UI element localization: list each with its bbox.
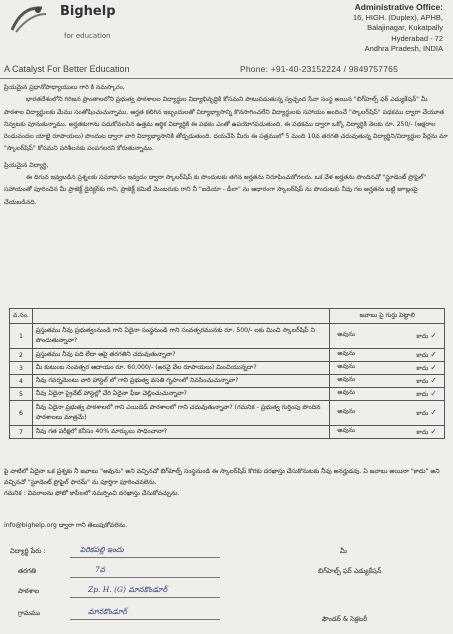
row-question: నీవు గత పరీక్షలో కనీసం 40% మార్కులు సాధించావా? (32, 426, 330, 439)
bighelp-logo-icon (8, 4, 50, 36)
no-option[interactable]: కాదు ✓ (416, 408, 437, 417)
row-answer (330, 426, 445, 439)
row-answer (330, 401, 445, 426)
table-row (10, 362, 445, 375)
row-number: 2 (10, 349, 33, 362)
no-option[interactable]: కాదు ✓ (416, 331, 437, 340)
checkmark-icon: ✓ (430, 363, 437, 372)
name-underline (70, 557, 220, 558)
yes-option[interactable]: అవును (337, 408, 356, 415)
paragraph-intro: భారతదేశంలోని గిరిజన ప్రాంతాలలోని ప్రభుత్వ పాఠశాలల విద్యార్థుల విద్యాభివృద్ధికి కోసమని పాటుపడుతున్న స్వచ్ఛంద సేవా సంస్థ అయిన "బిగ్‌హెల్ప్ ఫర్ ఎడ్యుకేషన్" మీ పాఠశాల విద్యార్థులకు మేము సంతోషించుచున్నాము. అర్హత కలిగిన ఇబ్బందులతో విద్యాభ్యాసాన్ని కొనసాగించలేని విద్యార్థులకు సహాయం అందించే "స్కాలర్‌షిప్" పథకము ద్వారా చేయూత నివ్వటకు పూనుకున్నాము. అర్హతకుగాను పదుకోవలసిన ఉత్తమ ఆర్థిక విద్యార్థికి ఈ పథకం ఎంతో ఉపయోగపడుతుంది. ఈ పథకము ద్వారా ఒక్కో విద్యార్థికి నెలకు రూ. 250/- (అక్షరాల రెండువందల యాభై రూపాయలు) పొందుట ద్వారా వారి విద్యాభ్యాసానికి తోడ్పడుతుంది. దయచేసి మీరు ఈ పత్రములో 5 మంది 10వ తరగతి చదువుతున్న విద్యార్థిని/విద్యార్థుల పేర్లను మా "స్కాలర్‌షిప్" కోసమని పరిశీలనకు పంపగలరని కోరుతున్నాము. (4, 96, 448, 153)
row-number: 7 (10, 426, 33, 439)
table-row (10, 388, 445, 401)
yes-option[interactable]: అవును (337, 331, 356, 338)
row-answer (330, 362, 445, 375)
school-label: పాఠశాల (18, 587, 40, 595)
no-option[interactable]: కాదు ✓ (416, 389, 437, 398)
table-header (10, 309, 445, 324)
row-answer (330, 324, 445, 349)
logo (8, 4, 178, 44)
no-option[interactable]: కాదు ✓ (416, 376, 437, 385)
yes-option[interactable]: అవును (337, 427, 356, 434)
yes-option[interactable]: అవును (337, 389, 356, 396)
name-value[interactable]: పెరికపల్లి ఇందు (80, 545, 124, 554)
row-question: నీవు ఏదైనా ప్రైవేట్ హాస్టల్లో చేరి ఏదైనా ఫీజు చెల్లించుచున్నావా? (32, 388, 330, 401)
checkmark-icon: ✓ (430, 331, 437, 340)
table-row (10, 349, 445, 362)
row-number: 1 (10, 324, 33, 349)
row-question: ప్రస్తుతము నీవు పది లేదా ఆపై తరగతిని చదువుతున్నావా? (32, 349, 330, 362)
col-answer-header: జవాబు పై గుర్తు పెట్టాలి (330, 309, 445, 324)
row-answer (330, 349, 445, 362)
greeting-headmaster: ప్రియమైన ప్రధానోపాధ్యాయులు గారి కి నమస్కారం, (4, 84, 125, 91)
village-label: గ్రామము (18, 609, 41, 617)
brand-sub: for education (64, 32, 111, 40)
name-label: విద్యార్థి పేరు : (10, 547, 46, 555)
row-number: 5 (10, 388, 33, 401)
row-number: 3 (10, 362, 33, 375)
row-number: 4 (10, 375, 33, 388)
col-question-header (32, 309, 330, 324)
letterhead (0, 0, 453, 78)
class-underline (70, 577, 220, 578)
signature-founder: ఫౌండర్ & సెక్రటరీ (322, 615, 368, 623)
village-underline (70, 619, 220, 620)
school-underline (70, 597, 220, 598)
class-label: తరగతి (18, 567, 37, 575)
table-row (10, 426, 445, 439)
no-option[interactable]: కాదు ✓ (416, 427, 437, 436)
note-important: గమనిక : వివరాలను ఫోటో కాపీలలో సమర్పించి దరఖాస్తు చేసుకోవచ్చును. (4, 490, 180, 497)
table-row (10, 401, 445, 426)
yes-option[interactable]: అవును (337, 363, 356, 370)
checkmark-icon: ✓ (430, 389, 437, 398)
col-no-header: వ.సం. (10, 309, 33, 324)
letter-body (4, 82, 449, 209)
checkmark-icon: ✓ (430, 408, 437, 417)
greeting-student: ప్రియమైన విద్యార్థి, (4, 161, 49, 169)
table-row (10, 375, 445, 388)
row-question: మీ కుటుంబ సంవత్సర ఆదాయం రూ. 60,000/- (అరవై వేల రూపాయలు) మించియున్నదా? (32, 362, 330, 375)
row-answer (330, 388, 445, 401)
row-question: నీవు ఏదైనా ప్రభుత్వ పాఠశాలలో గాని ఎయిడెడ్ పాఠశాలలో గాని చదువుతున్నావా? (గమనిక - ప్రభుత్వ గుర్తింపు పొందిన పాఠశాలలు మాత్రమే) (32, 401, 330, 426)
school-value[interactable]: Zp. H. (G) మానకొండూర్ (88, 585, 168, 594)
header-divider (0, 78, 453, 79)
paragraph-instructions: ఈ దిగువ ఇవ్వబడిన ప్రశ్నలకు సమాధానం ఇవ్వడం ద్వారా స్కాలర్‌షిప్ కు పొందుటకు తగిన అర్హతను నిరూపించుకోగలరు. ఒక వేళ అర్హతను పొందినచో "స్టూడెంట్ ప్రొఫైల్" సహాయంతో పూరించిన మీ ప్రాజెక్ట్ డైరెక్టర్‌కు గాని, ప్రాజెక్ట్ కమిటీ మెంబరుకు గాని నీ "ఐడియా - డీలా" ను ఆధారంగా స్కాలర్‌షిప్ ను పొందుటకు నీవు గల అర్హతను బట్టి జూబ్లంపై చేయబడినది. (4, 174, 427, 206)
office-line: Andhra Pradesh, INDIA (364, 44, 443, 54)
phone-number: Phone: +91-40-23152224 / 9849757765 (240, 64, 399, 74)
row-number: 6 (10, 401, 33, 426)
row-answer (330, 375, 445, 388)
office-line: Hyderabad - 72 (391, 33, 443, 43)
footer-notes (4, 466, 449, 499)
signature-mee: మీ (340, 547, 347, 555)
row-question: ప్రస్తుతము నీవు ప్రభుత్వంనుండి గాని ఏదైనా సంస్థనుండి గాని సంవత్సరమునకు రూ. 500/- లకు మించి స్కాలర్‌షిప్ ని పొందుతున్నావా? (32, 324, 330, 349)
yes-option[interactable]: అవును (337, 376, 356, 383)
village-value[interactable]: మానకొండూర్ (88, 607, 127, 616)
table-row (10, 324, 445, 349)
brand-name: Bighelp (60, 4, 116, 19)
yes-option[interactable]: అవును (337, 350, 356, 357)
checkmark-icon: ✓ (430, 376, 437, 385)
eligibility-table (9, 308, 445, 439)
no-option[interactable]: కాదు ✓ (416, 363, 437, 372)
checkmark-icon: ✓ (430, 427, 437, 436)
student-details (0, 545, 453, 634)
signature-org: బిగ్‌హెల్ప్ ఫర్ ఎడ్యుకేషన్ (318, 567, 382, 575)
office-address (243, 2, 443, 55)
office-line: 16, HIGH. (Duplex), APHB, (352, 12, 443, 22)
note-eligibility: పై వాటిలో ఏదైనా ఒక ప్రశ్నకు నీ జవాబు "అవును" అని వచ్చినచో బిగ్‌హెల్ప్ సంస్థనుండి ఈ స్కాలర్‌షిప్ కొరకు దరఖాస్తు చేసుకొనుటకు నీవు అనర్హుడవు. ఏ జవాబు అయినా "కాదు" అని వచ్చినచో "స్టూడెంట్ ప్రొఫైల్ ఫారమ్" ను పూర్తిగా పూరించవలెను. (4, 468, 440, 486)
class-value[interactable]: 7వ (95, 565, 106, 574)
row-question: నీవు గవర్నమెంటు వారి హాస్టల్ లో గాని ప్రభుత్వ వసతి గృహంలో నివసించుచున్నావా? (32, 375, 330, 388)
no-option[interactable]: కాదు ✓ (416, 350, 437, 359)
contact-email[interactable]: info@bighelp.org ద్వారా గాని తెలుపుకోవలెను. (4, 522, 128, 529)
tagline: A Catalyst For Better Education (4, 64, 130, 74)
office-line: Balajinagar, Kukatpally (367, 23, 443, 33)
office-title: Administrative Office: (354, 2, 443, 12)
checkmark-icon: ✓ (430, 350, 437, 359)
